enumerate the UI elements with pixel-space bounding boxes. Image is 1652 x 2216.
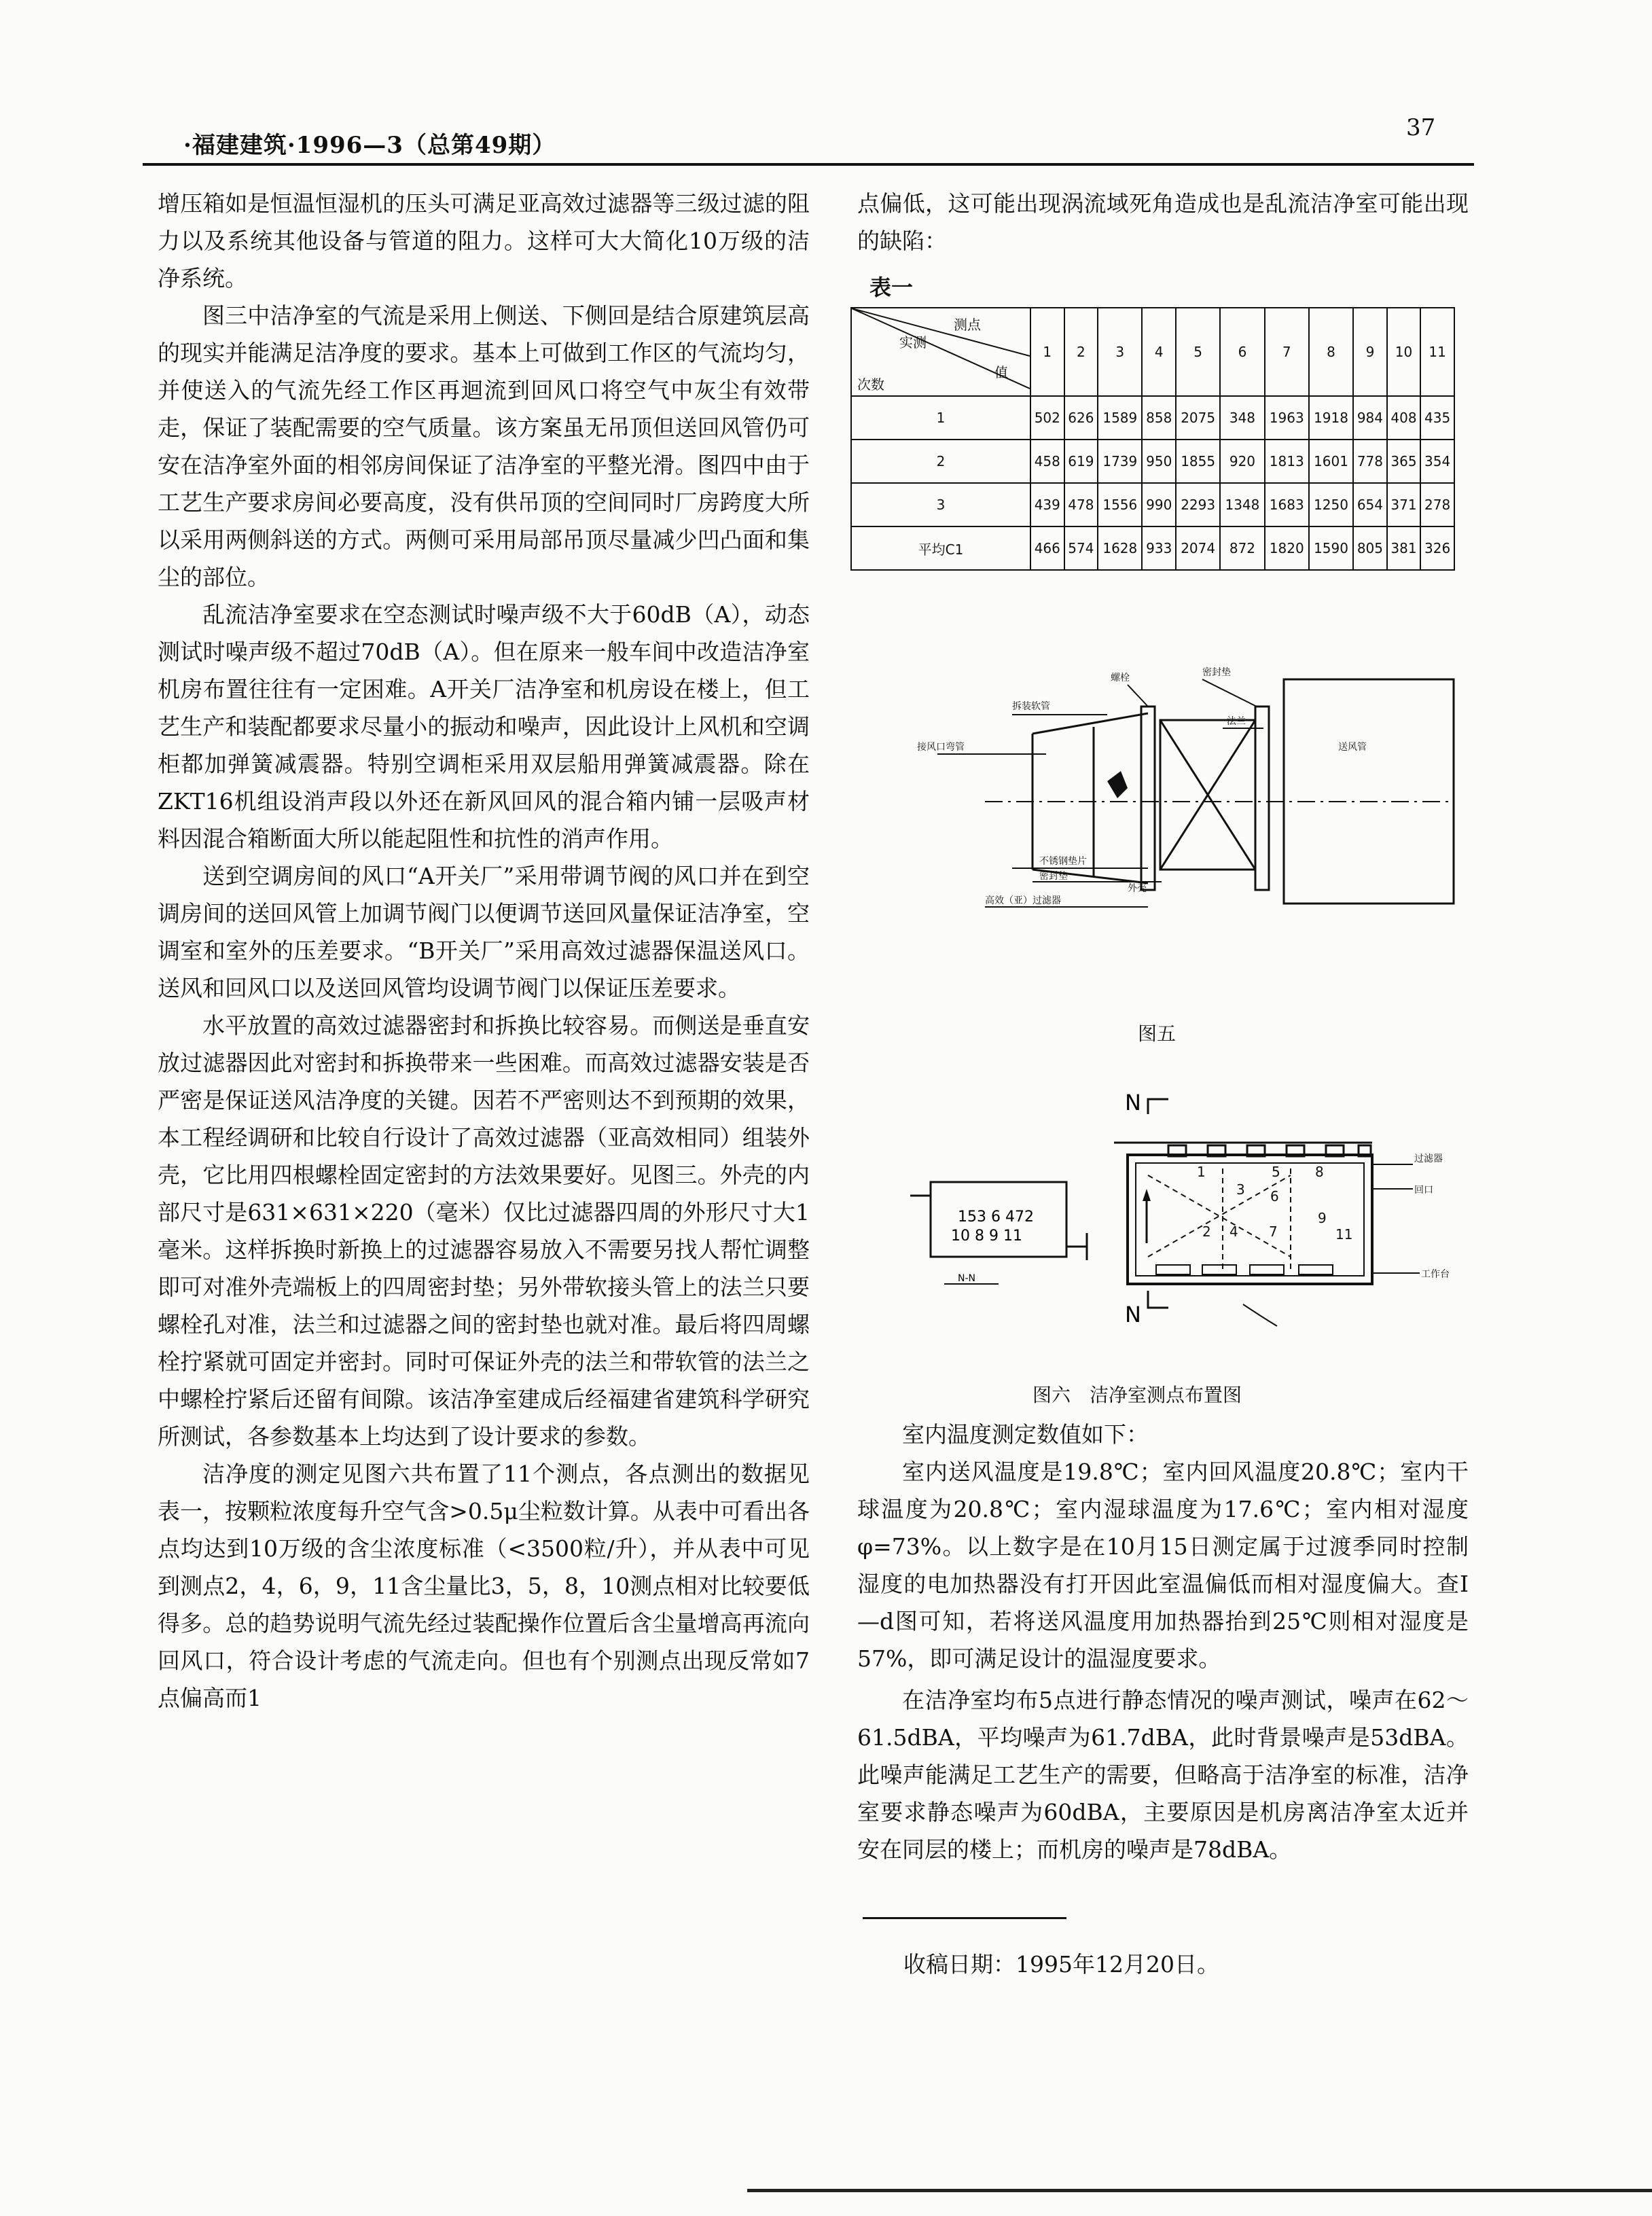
right-column-bottom: [857, 1416, 1469, 1868]
table-row-label: 2: [851, 440, 1030, 483]
label-seal: 密封垫: [1039, 871, 1068, 882]
table-row: [851, 440, 1454, 483]
table-cell: 950: [1142, 440, 1176, 483]
label-filter: 过滤器: [1414, 1154, 1443, 1164]
table-cell: 478: [1064, 483, 1098, 526]
point-label: 1: [1197, 1164, 1206, 1180]
plan-points-row-2: 10 8 9 11: [951, 1228, 1022, 1245]
label-hepa-filter: 高效（亚）过滤器: [985, 895, 1061, 906]
point-label: 9: [1318, 1210, 1327, 1226]
dust-count-table: [850, 307, 1455, 571]
point-label: 4: [1229, 1223, 1238, 1240]
table-cell: 1739: [1098, 440, 1142, 483]
table-cell: 1918: [1309, 396, 1353, 440]
table-cell: 805: [1353, 526, 1387, 570]
table-cell: 1601: [1309, 440, 1353, 483]
left-paragraph-3: 乱流洁净室要求在空态测试时噪声级不大于60dB（A），动态测试时噪声级不超过70dB（A）。但在原来一般车间中改造洁净室机房布置往往有一定困难。A开关厂洁净室和机房设在楼上，但工艺生产和装配都要求尽量小的振动和噪声，因此设计上风机和空调柜都加弹簧减震器。特别空调柜采用双层船用弹簧减震器。除在ZKT16机组设消声段以外还在新风回风的混合箱内铺一层吸声材料因混合箱断面大所以能起阻性和抗性的消声作用。: [158, 601, 810, 852]
table-cell: 348: [1220, 396, 1264, 440]
table-cell: 1556: [1098, 483, 1142, 526]
table-title: 表一: [869, 274, 914, 300]
table-cell: 984: [1353, 396, 1387, 440]
figure-5-drawing: [903, 652, 1460, 924]
table-cell: 439: [1030, 483, 1064, 526]
figure-5-caption: 图五: [1138, 1022, 1177, 1045]
figure-6-caption: 图六 洁净室测点布置图: [1032, 1384, 1242, 1406]
section-mark-top: N: [1125, 1090, 1141, 1115]
table-cell: 1855: [1176, 440, 1220, 483]
fig6-leader-lines: [1372, 1164, 1420, 1273]
table-cell: 2293: [1176, 483, 1220, 526]
table-cell: 574: [1064, 526, 1098, 570]
table-cell: 278: [1420, 483, 1454, 526]
right-paragraph-3: 在洁净室均布5点进行静态情况的噪声测试，噪声在62～61.5dBA，平均噪声为61.7dBA，此时背景噪声是53dBA。此噪声能满足工艺生产的需要，但略高于洁净室的标准，洁净室要求静态噪声为60dBA，主要原因是机房离洁净室太近并安在同层的楼上；而机房的噪声是78dBA。: [857, 1687, 1469, 1863]
running-head: ·福建建筑·1996—3（总第49期）: [183, 132, 556, 159]
table-cell: 619: [1064, 440, 1098, 483]
table-cell: 435: [1420, 396, 1454, 440]
label-soft-pipe: 拆装软管: [1012, 701, 1050, 712]
table-cell: 1963: [1265, 396, 1309, 440]
left-paragraph-1: 增压箱如是恒温恒湿机的压头可满足亚高效过滤器等三级过滤的阻力以及系统其他设备与管道的阻力。这样可大大简化10万级的洁净系统。: [158, 190, 810, 291]
table-cell: 990: [1142, 483, 1176, 526]
right-paragraph-2: 室内送风温度是19.8℃；室内回风温度20.8℃；室内干球温度为20.8℃；室内湿球温度为17.6℃；室内相对湿度φ=73%。以上数字是在10月15日测定属于过渡季同时控制湿度的电加热器没有打开因此室温偏低而相对湿度偏大。查I—d图可知，若将送风温度用加热器抬到25℃则相对湿度是57%，即可满足设计的温湿度要求。: [857, 1459, 1469, 1672]
label-return: 回口: [1414, 1185, 1433, 1196]
fastener-mark: [1107, 771, 1128, 798]
main-supply-duct: [1284, 679, 1454, 904]
left-paragraph-2: 图三中洁净室的气流是采用上侧送、下侧回是结合原建筑层高的现实并能满足洁净度的要求。基本上可做到工作区的气流均匀，并使送入的气流先经工作区再迴流到回风口将空气中灰尘有效带走，保证了装配需要的空气质量。该方案虽无吊顶但送回风管仍可安在洁净室外面的相邻房间保证了洁净室的平整光滑。图四中由于工艺生产要求房间必要高度，没有供吊顶的空间同时厂房跨度大所以采用两侧斜送的方式。两侧可采用局部吊顶尽量减少凹凸面和集尘的部位。: [158, 302, 810, 590]
label-bolt: 螺栓: [1111, 673, 1130, 683]
label-gasket-top: 密封垫: [1202, 667, 1231, 678]
point-label: 2: [1202, 1223, 1211, 1240]
table-cell: 1250: [1309, 483, 1353, 526]
label-flange: 法兰: [1227, 716, 1246, 727]
section-mark-bottom-line: [1148, 1291, 1168, 1308]
received-date: 收稿日期：1995年12月20日。: [903, 1951, 1219, 1978]
table-cell: 381: [1387, 526, 1421, 570]
table-cell: 354: [1420, 440, 1454, 483]
header-rule: [143, 163, 1474, 166]
table-col-header: 6: [1220, 308, 1264, 396]
table-cell: 2075: [1176, 396, 1220, 440]
page-number: 37: [1406, 114, 1436, 141]
table-cell: 1813: [1265, 440, 1309, 483]
table-cell: 365: [1387, 440, 1421, 483]
left-column: [158, 185, 810, 1717]
airflow-lines: [1148, 1168, 1291, 1270]
table-cell: 1683: [1265, 483, 1309, 526]
table-row-label: 3: [851, 483, 1030, 526]
leader-lines: [937, 679, 1263, 907]
work-benches: [1156, 1265, 1333, 1274]
table-col-header: 7: [1265, 308, 1309, 396]
clean-room-inner: [1136, 1163, 1364, 1276]
point-label: 8: [1315, 1164, 1324, 1180]
filter-shell: [1141, 707, 1269, 890]
table-row: [851, 526, 1454, 570]
table-cell: 626: [1064, 396, 1098, 440]
curve-mark: [1243, 1304, 1277, 1326]
table-col-header: 4: [1142, 308, 1176, 396]
table-cell: 920: [1220, 440, 1264, 483]
table-cell: 1820: [1265, 526, 1309, 570]
point-label: 7: [1269, 1223, 1278, 1240]
table-row-label: 平均C1: [851, 526, 1030, 570]
bottom-edge-rule: [747, 2189, 1652, 2192]
plan-section-label: N-N: [958, 1273, 975, 1284]
table-col-header: 10: [1387, 308, 1421, 396]
label-steel-spacer: 不锈钢垫片: [1039, 856, 1087, 867]
table-col-header: 9: [1353, 308, 1387, 396]
table-cell: 654: [1353, 483, 1387, 526]
table-cell: 858: [1142, 396, 1176, 440]
table-col-header: 11: [1420, 308, 1454, 396]
table-col-header: 8: [1309, 308, 1353, 396]
table-cell: 1628: [1098, 526, 1142, 570]
table-cell: 371: [1387, 483, 1421, 526]
table-col-header: 1: [1030, 308, 1064, 396]
table-row: [851, 483, 1454, 526]
point-label: 11: [1335, 1226, 1353, 1243]
point-label: 3: [1236, 1181, 1245, 1198]
table-cell: 466: [1030, 526, 1064, 570]
table-col-header: 2: [1064, 308, 1098, 396]
table-header-point: 测点: [954, 317, 981, 333]
table-cell: 1348: [1220, 483, 1264, 526]
footnote-rule: [863, 1917, 1066, 1919]
flow-arrow-head: [1143, 1189, 1151, 1201]
label-bench: 工作台: [1421, 1269, 1450, 1280]
table-cell: 326: [1420, 526, 1454, 570]
table-cell: 778: [1353, 440, 1387, 483]
section-mark-bottom: N: [1125, 1302, 1141, 1327]
table-corner-header: [851, 308, 1030, 396]
figure-6-drawing: [883, 1080, 1481, 1352]
table-row: [851, 396, 1454, 440]
table-cell: 872: [1220, 526, 1264, 570]
left-paragraph-5: 水平放置的高效过滤器密封和拆换比较容易。而侧送是垂直安放过滤器因此对密封和拆换带来一些困难。而高效过滤器安装是否严密是保证送风洁净度的关键。因若不严密则达不到预期的效果，本工程经调研和比较自行设计了高效过滤器（亚高效相同）组装外壳，它比用四根螺栓固定密封的方法效果要好。见图三。外壳的内部尺寸是631×631×220（毫米）仅比过滤器四周的外形尺寸大1毫米。这样拆换时新换上的过滤器容易放入不需要另找人帮忙调整即可对准外壳端板上的四周密封垫；另外带软接头管上的法兰只要螺栓孔对准，法兰和过滤器之间的密封垫也就对准。最后将四周螺栓拧紧就可固定并密封。同时可保证外壳的法兰和带软管的法兰之中螺栓拧紧后还留有间隙。该洁净室建成后经福建省建筑科学研究所测试，各参数基本上均达到了设计要求的参数。: [158, 1012, 810, 1450]
left-paragraph-6: 洁净度的测定见图六共布置了11个测点，各点测出的数据见表一，按颗粒浓度每升空气含>0.5μ尘粒数计算。从表中可看出各点均达到10万级的含尘浓度标准（<3500粒/升），并从表中可见到测点2，4，6，9，11含尘量比3，5，8，10测点相对比较要低得多。总的趋势说明气流先经过装配操作位置后含尘量增高再流向回风口，符合设计考虑的气流走向。但也有个别测点出现反常如7点偏高而1: [158, 1461, 810, 1711]
table-cell: 1589: [1098, 396, 1142, 440]
right-column-top: [857, 185, 1469, 260]
left-paragraph-4: 送到空调房间的风口“A开关厂”采用带调节阀的风口并在到空调房间的送回风管上加调节阀门以便调节送回风量保证洁净室，空调室和室外的压差要求。“B开关厂”采用高效过滤器保温送风口。送风和回风口以及送回风管均设调节阀门以保证压差要求。: [158, 863, 810, 1001]
table-cell: 408: [1387, 396, 1421, 440]
label-main-duct: 送风管: [1338, 742, 1367, 753]
label-elbow: 接风口弯管: [917, 742, 965, 753]
section-mark-top-line: [1148, 1099, 1168, 1114]
point-label: 5: [1272, 1164, 1280, 1180]
table-row-label: 1: [851, 396, 1030, 440]
table-cell: 2074: [1176, 526, 1220, 570]
table-col-header: 3: [1098, 308, 1142, 396]
plan-points-row-1: 153 6 472: [958, 1209, 1034, 1226]
table-header-measured: 实测: [899, 334, 927, 351]
label-shell: 外壳: [1128, 883, 1147, 894]
table-cell: 502: [1030, 396, 1064, 440]
table-cell: 1590: [1309, 526, 1353, 570]
table-header-times: 次数: [857, 376, 884, 393]
table-cell: 933: [1142, 526, 1176, 570]
table-cell: 458: [1030, 440, 1064, 483]
point-label: 6: [1270, 1188, 1279, 1204]
right-paragraph-1: 室内温度测定数值如下：: [902, 1421, 1149, 1448]
table-col-header: 5: [1176, 308, 1220, 396]
table-header-value: 值: [994, 364, 1008, 380]
right-paragraph-0: 点偏低，这可能出现涡流域死角造成也是乱流洁净室可能出现的缺陷：: [857, 190, 1469, 254]
